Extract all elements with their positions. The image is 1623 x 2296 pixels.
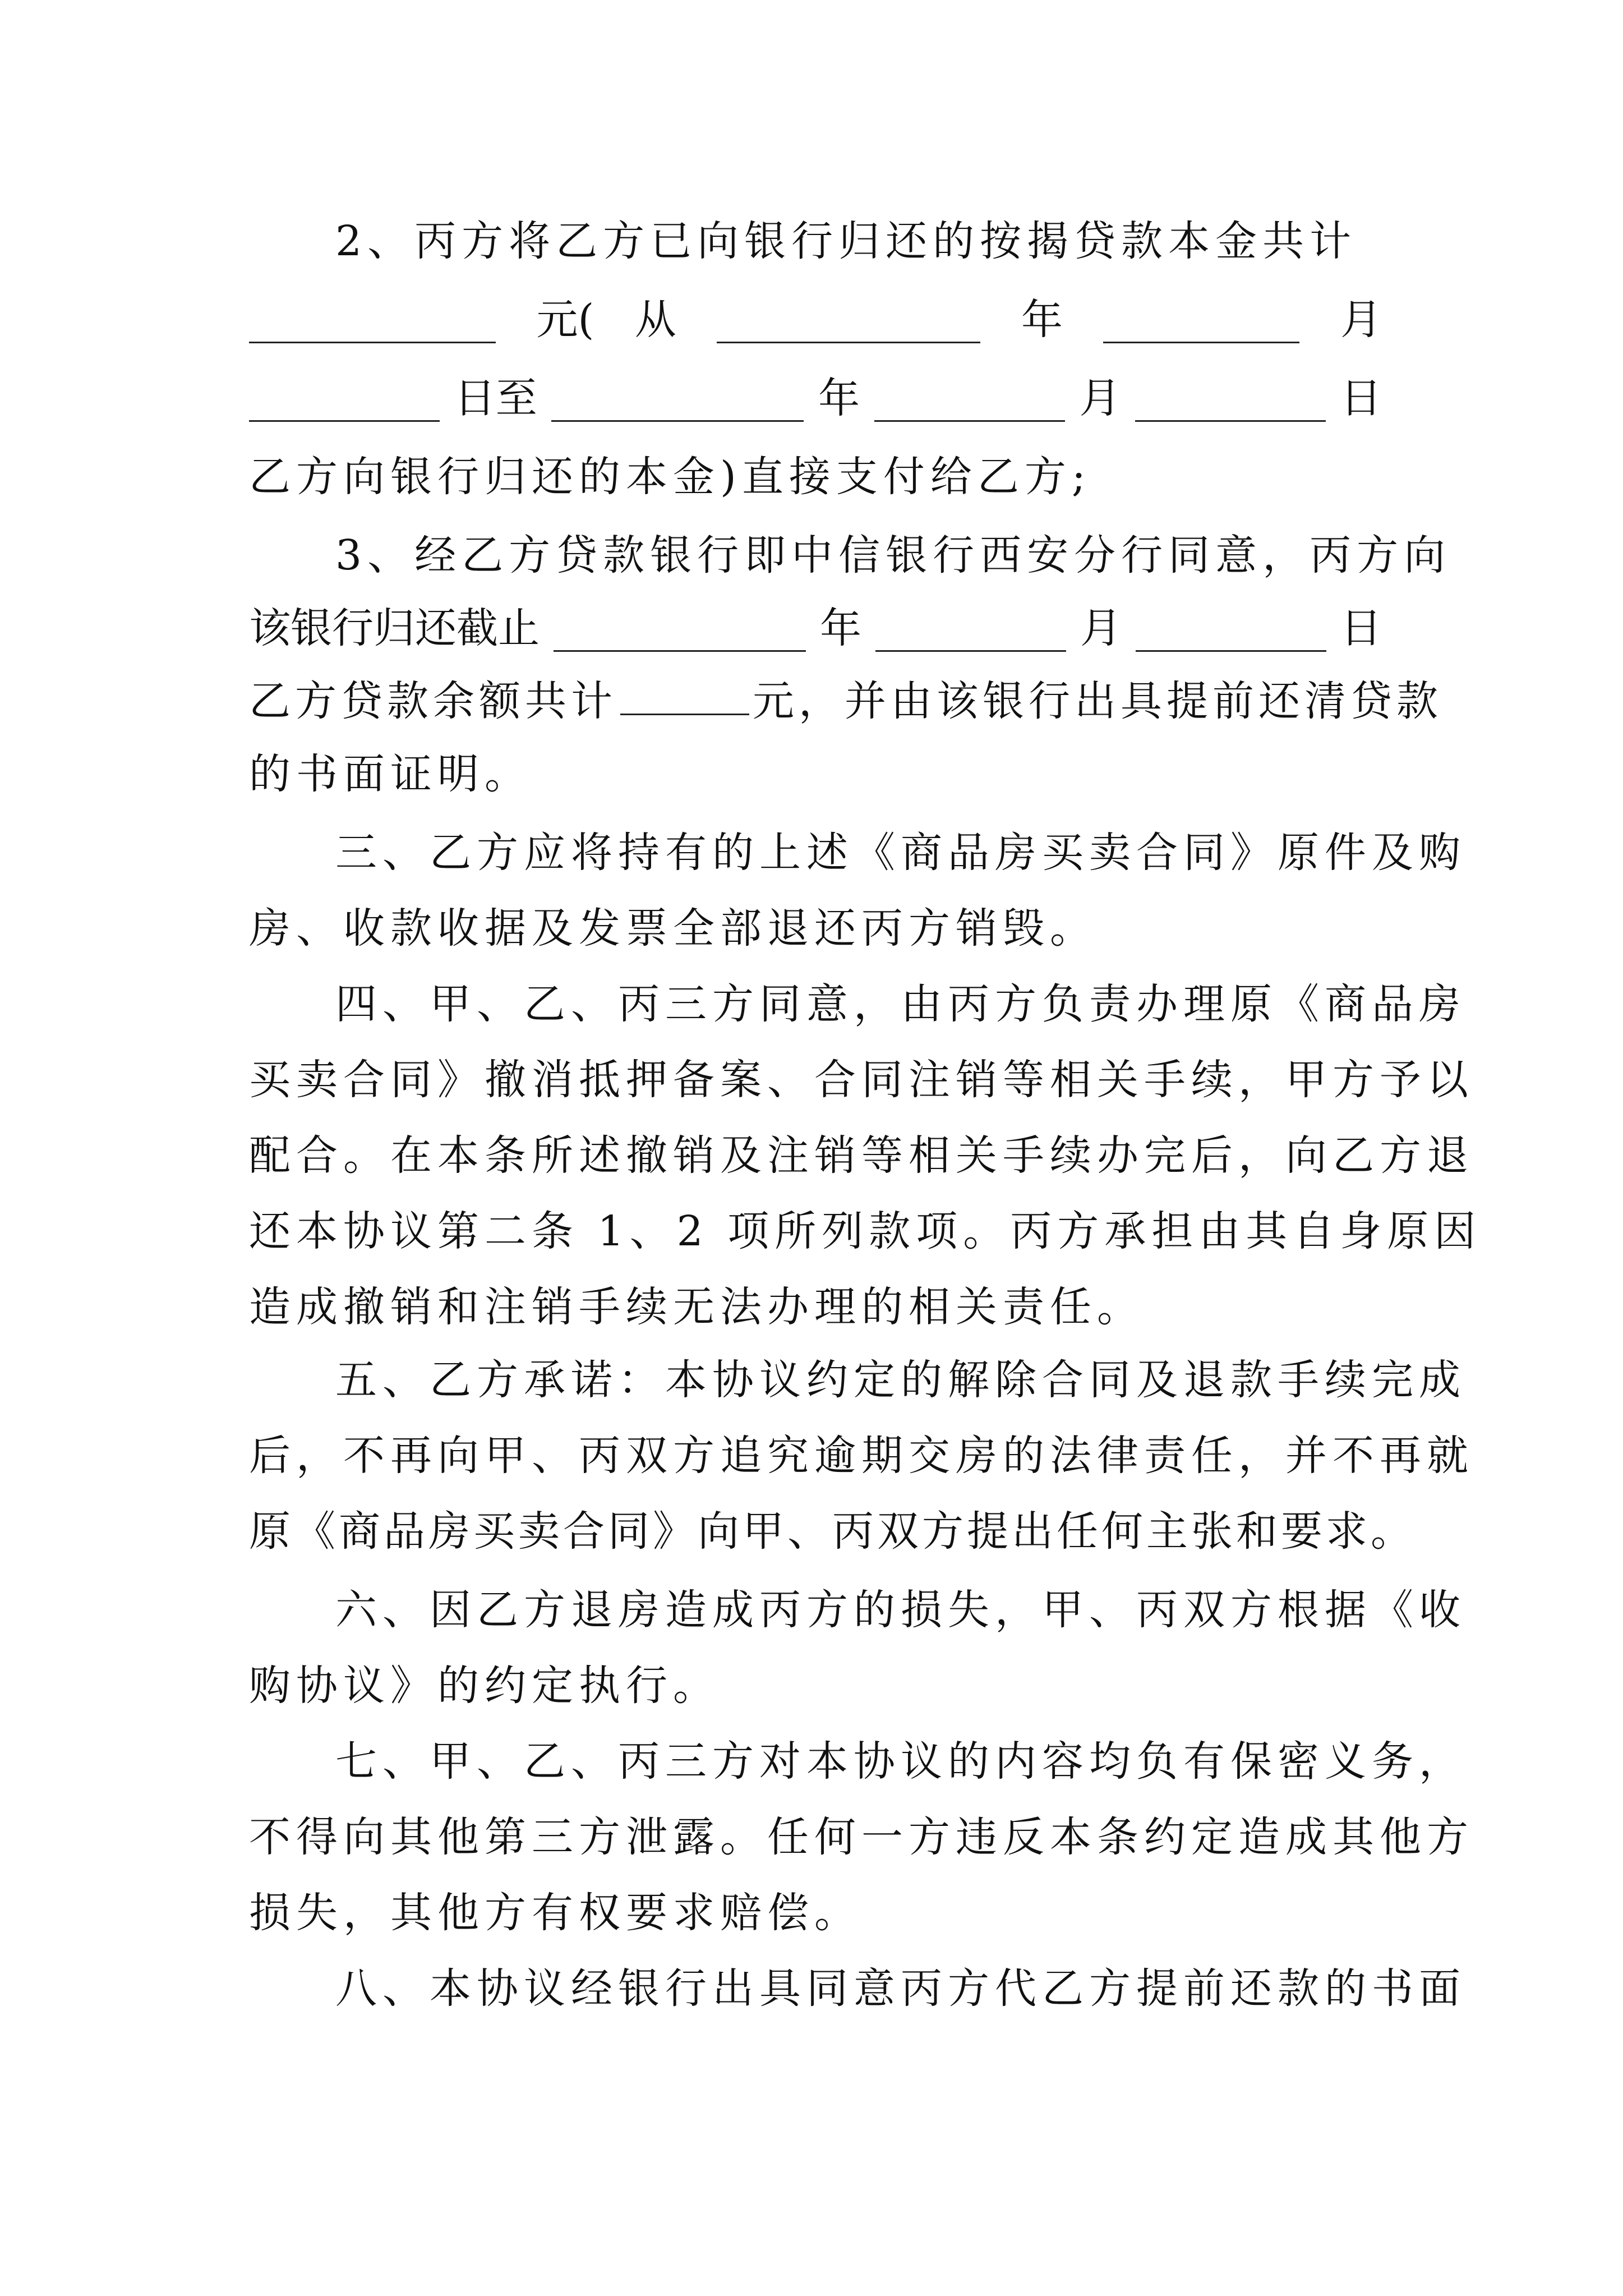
s5-line-2: 后，不再向甲、丙双方追究逾期交房的法律责任，并不再就 [249,1432,1474,1480]
s5-line-1: 五、乙方承诺：本协议约定的解除合同及退款手续完成 [335,1356,1466,1404]
s3-line-1: 三、乙方应将持有的上述《商品房买卖合同》原件及购 [335,829,1466,877]
s4-line-1: 四、甲、乙、丙三方同意，由丙方负责办理原《商品房 [335,980,1466,1028]
p2-line-2 [249,286,1382,353]
blank-month-2 [874,375,1065,422]
s8-line-1: 八、本协议经银行出具同意丙方代乙方提前还款的书面 [335,1964,1466,2013]
blank-day-3 [1136,605,1326,652]
text-month-3: 月 [1080,604,1122,652]
p3-line-4: 的书面证明。 [249,750,532,798]
text-day-3: 日 [1340,604,1382,652]
p2-line-3 [249,365,1382,432]
text-month: 月 [1340,296,1382,344]
s3-line-2: 房、收款收据及发票全部退还丙方销毁。 [249,904,1097,953]
s5-line-3: 原《商品房买卖合同》向甲、丙双方提出任何主张和要求。 [249,1507,1415,1556]
text-month-2: 月 [1079,374,1121,422]
p2-line-1: 2、丙方将乙方已向银行归还的按揭贷款本金共计 [335,217,1357,265]
blank-amount [249,297,496,343]
blank-year [717,297,980,343]
text-day-2: 日 [1340,374,1382,422]
text-year-2: 年 [818,374,860,422]
blank-year-2 [551,375,804,422]
text-day-to: 日至 [454,374,537,422]
p3-line-1: 3、经乙方贷款银行即中信银行西安分行同意，丙方向 [335,531,1451,579]
p2-line-4: 乙方向银行归还的本金)直接支付给乙方; [249,453,1091,501]
blank-year-3 [554,605,806,652]
text-bank-repay-deadline: 该银行归还截止 [249,604,540,652]
text-loan-balance: 乙方贷款余额共计 [249,677,617,725]
text-year: 年 [1021,296,1063,344]
s4-line-2: 买卖合同》撤消抵押备案、合同注销等相关手续，甲方予以 [249,1056,1474,1104]
text-bank-certificate: 元，并由该银行出具提前还清贷款 [753,677,1442,725]
blank-month [1103,297,1299,343]
s6-line-1: 六、因乙方退房造成丙方的损失，甲、丙双方根据《收 [335,1586,1466,1634]
s7-line-1: 七、甲、乙、丙三方对本协议的内容均负有保密义务， [335,1737,1466,1786]
s7-line-2: 不得向其他第三方泄露。任何一方违反本条约定造成其他方 [249,1813,1474,1861]
s4-line-3: 配合。在本条所述撤销及注销等相关手续办完后，向乙方退 [249,1131,1474,1180]
blank-day-2 [1135,375,1326,422]
blank-balance [620,669,749,715]
text-yuan: 元( [536,296,594,344]
s4-line-5: 造成撤销和注销手续无法办理的相关责任。 [249,1283,1144,1331]
text-from: 从 [634,296,676,344]
s4-line-4: 还本协议第二条 1、2 项所列款项。丙方承担由其自身原因 [249,1207,1482,1255]
s6-line-2: 购协议》的约定执行。 [249,1662,720,1710]
blank-day [249,375,440,422]
s7-line-3: 损失，其他方有权要求赔偿。 [249,1889,861,1937]
text-year-3: 年 [820,604,861,652]
blank-month-3 [875,605,1066,652]
p3-line-2 [249,595,1382,662]
p3-line-3 [249,668,1442,735]
